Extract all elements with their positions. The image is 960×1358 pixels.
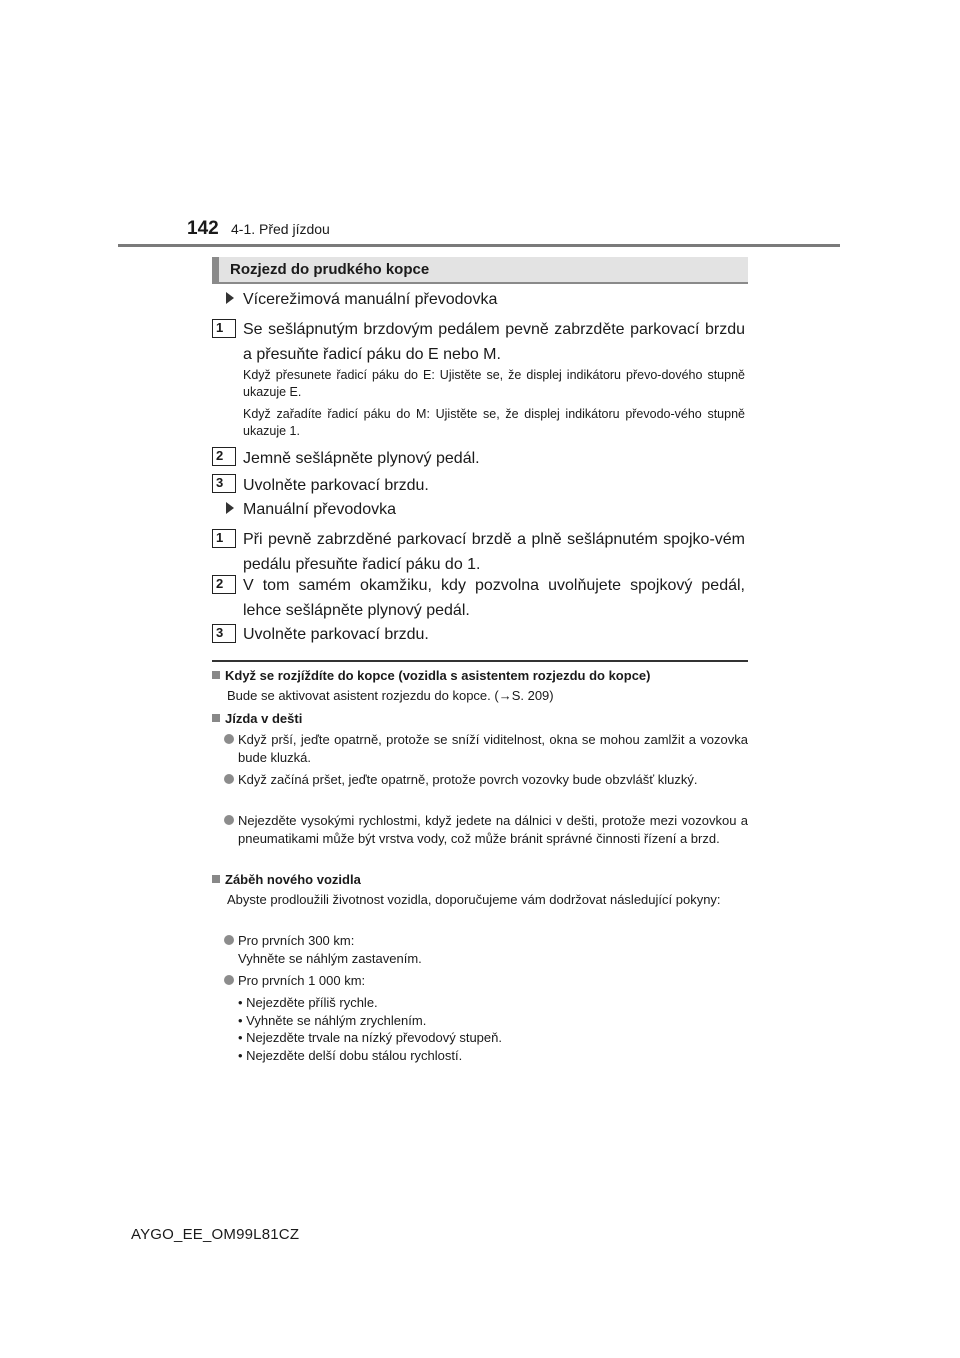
step-text: Při pevně zabrzděné parkovací brzdě a plně sešlápnutém spojko-vém pedálu přesuňte řadicí páku do 1.	[243, 531, 745, 573]
circle-bullet-icon	[224, 734, 234, 744]
list-item: • Nejezděte delší dobu stálou rychlostí.	[238, 1047, 463, 1063]
footer-code: AYGO_EE_OM99L81CZ	[131, 1226, 300, 1243]
header-rule	[118, 244, 840, 247]
chapter-title: 4-1. Před jízdou	[231, 221, 330, 237]
first-300-text: Vyhněte se náhlým zastavením.	[238, 951, 422, 966]
section-divider	[212, 660, 748, 662]
rain-heading	[212, 711, 302, 726]
triangle-bullet-icon	[226, 502, 234, 514]
rain-bullet	[224, 812, 748, 848]
step-number: 3	[212, 474, 236, 493]
rain-bullet-text: Když prší, jeďte opatrně, protože se sníží viditelnost, okna se mohou zamlžit a vozovka bude kluzká.	[238, 732, 748, 765]
circle-bullet-icon	[224, 975, 234, 985]
square-bullet-icon	[212, 714, 220, 722]
step-note: Když zařadíte řadicí páku do M: Ujistěte se, že displej indikátoru převodo-vého stupně ukazuje 1.	[243, 407, 745, 438]
square-bullet-icon	[212, 875, 220, 883]
circle-bullet-icon	[224, 815, 234, 825]
page-number: 142	[187, 218, 219, 239]
step-text: V tom samém okamžiku, kdy pozvolna uvolňujete spojkový pedál, lehce sešlápněte plynový pedál.	[243, 577, 745, 619]
break-in-text: Abyste prodloužili životnost vozidla, doporučujeme vám dodržovat následující pokyny:	[227, 892, 721, 907]
multimode-heading	[226, 291, 497, 309]
break-in-bullet	[224, 972, 748, 990]
section-heading	[212, 257, 748, 284]
list-item: • Nejezděte příliš rychle.	[238, 995, 378, 1010]
circle-bullet-icon	[224, 935, 234, 945]
first-300-title: Pro prvních 300 km:	[238, 933, 355, 948]
rain-title: Jízda v dešti	[225, 711, 303, 726]
step-text: Uvolněte parkovací brzdu.	[243, 626, 429, 643]
hill-start-title: Když se rozjíždíte do kopce (vozidla s asistentem rozjezdu do kopce)	[225, 668, 651, 683]
break-in-title: Záběh nového vozidla	[225, 872, 361, 887]
rain-bullet-text: Když začíná pršet, jeďte opatrně, protože povrch vozovky bude obzvlášť kluzký.	[238, 772, 698, 787]
step-text: Jemně sešlápněte plynový pedál.	[243, 450, 480, 467]
first-1000-list	[238, 994, 502, 1064]
step-text: Uvolněte parkovací brzdu.	[243, 477, 429, 494]
rain-bullet	[224, 731, 748, 767]
manual-heading-label: Manuální převodovka	[243, 501, 396, 518]
step-number: 1	[212, 319, 236, 338]
rain-bullet-text: Nejezděte vysokými rychlostmi, když jedete na dálnici v dešti, protože mezi vozovkou a pneumatikami může být vrstva vody, což může bránit správné činnosti řízení a brzd.	[238, 813, 748, 846]
step-number: 2	[212, 575, 236, 594]
step-note: Když přesunete řadicí páku do E: Ujistěte se, že displej indikátoru převo-dového stupně ukazuje E.	[243, 368, 745, 399]
hill-start-text: Bude se aktivovat asistent rozjezdu do kopce. (→S. 209)	[227, 688, 554, 703]
manual-heading	[226, 501, 396, 519]
step-text: Se sešlápnutým brzdovým pedálem pevně zabrzděte parkovací brzdu a přesuňte řadicí páku do E nebo M.	[243, 321, 745, 363]
break-in-heading	[212, 872, 361, 887]
break-in-bullet	[224, 932, 748, 968]
triangle-bullet-icon	[226, 292, 234, 304]
rain-bullet	[224, 771, 748, 789]
list-item: • Nejezděte trvale na nízký převodový stupeň.	[238, 1030, 502, 1045]
circle-bullet-icon	[224, 774, 234, 784]
hill-start-heading	[212, 668, 650, 683]
multimode-heading-label: Vícerežimová manuální převodovka	[243, 291, 498, 308]
step-number: 1	[212, 529, 236, 548]
section-title: Rozjezd do prudkého kopce	[230, 261, 430, 278]
square-bullet-icon	[212, 671, 220, 679]
step-number: 2	[212, 447, 236, 466]
list-item: • Vyhněte se náhlým zrychlením.	[238, 1012, 427, 1028]
first-1000-title: Pro prvních 1 000 km:	[238, 973, 366, 988]
step-number: 3	[212, 624, 236, 643]
